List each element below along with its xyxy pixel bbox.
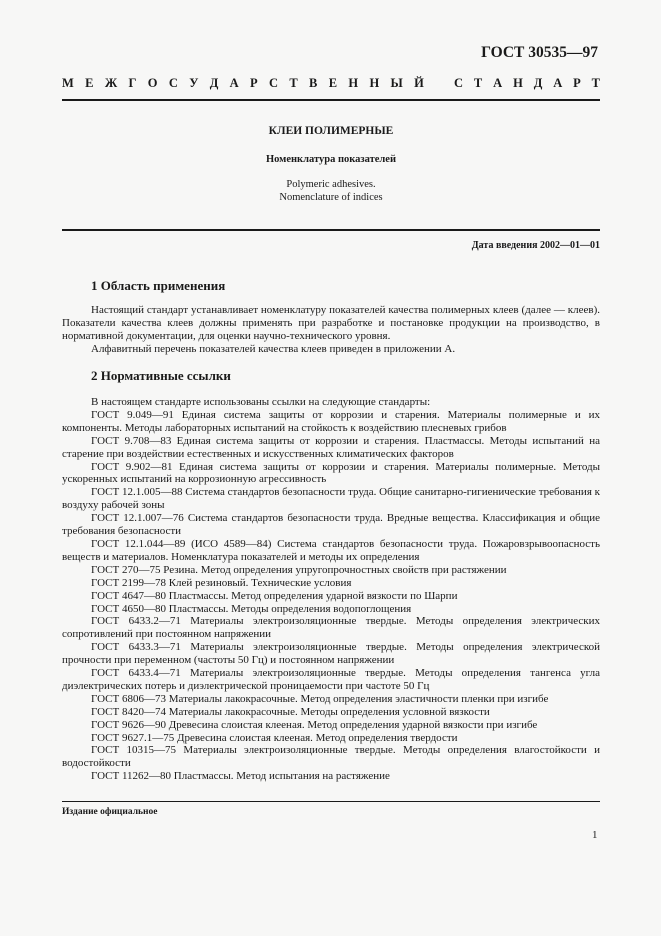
document-title: КЛЕИ ПОЛИМЕРНЫЕ: [268, 125, 394, 137]
english-title-line2: Nomenclature of indices: [279, 191, 383, 203]
header-word-interstate: [62, 76, 424, 91]
section-1-paragraph-1: Настоящий стандарт устанавливает номенклатуру показателей качества полимерных клеев (далее — клеев). Показатели качества клеев должны применять при разработке и постановке продукции на производство, в нормативной документации, для оценки научно-технического уровня.: [62, 304, 600, 342]
header-letter: Н: [369, 76, 380, 90]
header-letter: Ы: [390, 76, 403, 90]
footer-rule: [62, 801, 600, 802]
reference-item: ГОСТ 270—75 Резина. Метод определения упругопрочностных свойств при растяжении: [91, 563, 507, 576]
header-letter: Г: [128, 76, 137, 90]
header-letter: Т: [473, 76, 483, 90]
reference-item: ГОСТ 6433.2—71 Материалы электроизоляционные твердые. Методы определения электрических сопротивлений при постоянном напряжении: [62, 615, 600, 641]
header-letter: Т: [289, 76, 298, 90]
header-letter: А: [229, 76, 239, 90]
header-letter: С: [168, 76, 178, 90]
edition-note: Издание официальное: [62, 807, 158, 817]
header-letter: М: [62, 76, 74, 90]
standard-header: [62, 76, 600, 91]
header-letter: С: [454, 76, 464, 90]
page-number: 1: [592, 829, 598, 841]
references-intro: В настоящем стандарте использованы ссылки на следующие стандарты:: [91, 396, 431, 408]
reference-item: ГОСТ 9.902—81 Единая система защиты от коррозии и старения. Материалы полимерные. Методы ускоренных испытаний на коррозионную агрессивность: [62, 460, 600, 486]
header-word-standard: [454, 76, 600, 91]
header-letter: У: [189, 76, 199, 90]
reference-item: ГОСТ 9.049—91 Единая система защиты от коррозии и старения. Материалы полимерные и их компоненты. Методы лабораторных испытаний на стойкость к воздействию плесневых грибов: [62, 408, 600, 434]
header-letter: Е: [328, 76, 338, 90]
reference-item: ГОСТ 4647—80 Пластмассы. Метод определения ударной вязкости по Шарпи: [91, 589, 458, 602]
section-2-heading: 2 Нормативные ссылки: [91, 368, 231, 383]
header-letter: С: [269, 76, 279, 90]
reference-item: ГОСТ 12.1.005—88 Система стандартов безопасности труда. Общие санитарно-гигиенические требования к воздуху рабочей зоны: [62, 486, 600, 512]
header-letter: Р: [250, 76, 258, 90]
english-title: [62, 179, 600, 204]
gost-code: ГОСТ 30535—97: [481, 44, 598, 61]
reference-item: ГОСТ 9627.1—75 Древесина слоистая клееная. Метод определения твердости: [91, 731, 458, 744]
reference-item: ГОСТ 8420—74 Материалы лакокрасочные. Методы определения условной вязкости: [91, 705, 490, 718]
references-list: [62, 396, 600, 783]
header-letter: Р: [573, 76, 581, 90]
section-1-paragraph-2: Алфавитный перечень показателей качества клеев приведен в приложении А.: [91, 343, 456, 355]
reference-item: ГОСТ 10315—75 Материалы электроизоляционные твердые. Методы определения влагостойкости и водостойкости: [62, 744, 600, 770]
title-rule: [62, 229, 600, 231]
header-rule: [62, 99, 600, 101]
header-letter: Д: [533, 76, 543, 90]
reference-item: ГОСТ 6433.4—71 Материалы электроизоляционные твердые. Методы определения тангенса угла диэлектрических потерь и диэлектрической проницаемости при частоте 50 Гц: [62, 667, 600, 692]
reference-item: ГОСТ 12.1.007—76 Система стандартов безопасности труда. Вредные вещества. Классификация и общие требования безопасности: [62, 512, 600, 538]
reference-item: ГОСТ 2199—78 Клей резиновый. Технические условия: [91, 576, 352, 589]
english-title-line1: Polymeric adhesives.: [286, 179, 376, 190]
reference-item: ГОСТ 11262—80 Пластмассы. Метод испытания на растяжение: [91, 770, 390, 783]
reference-item: ГОСТ 6433.3—71 Материалы электроизоляционные твердые. Методы определения электрической прочности при переменном (частоты 50 Гц) и постоянном напряжении: [62, 641, 600, 667]
header-letter: Т: [591, 76, 600, 90]
header-letter: В: [309, 76, 318, 90]
introduction-date: Дата введения 2002—01—01: [471, 240, 600, 251]
document-subtitle: Номенклатура показателей: [265, 154, 397, 165]
header-letter: Д: [209, 76, 219, 90]
header-letter: О: [147, 76, 158, 90]
reference-item: ГОСТ 6806—73 Материалы лакокрасочные. Метод определения эластичности пленки при изгибе: [91, 692, 549, 705]
header-letter: А: [553, 76, 563, 90]
header-letter: Й: [414, 76, 424, 90]
reference-item: ГОСТ 4650—80 Пластмассы. Методы определения водопоглощения: [91, 602, 412, 615]
header-letter: Н: [348, 76, 359, 90]
reference-item: ГОСТ 9.708—83 Единая система защиты от коррозии и старения. Пластмассы. Методы испытаний на старение при воздействии естественных и искусственных климатических факторов: [62, 434, 600, 460]
header-letter: Е: [85, 76, 94, 90]
reference-item: ГОСТ 9626—90 Древесина слоистая клееная. Метод определения ударной вязкости при изгибе: [91, 718, 538, 731]
header-letter: А: [493, 76, 503, 90]
header-letter: Н: [513, 76, 523, 90]
reference-item: ГОСТ 12.1.044—89 (ИСО 4589—84) Система стандартов безопасности труда. Пожаровзрывоопасность веществ и материалов. Номенклатура показателей и методы их определения: [62, 537, 600, 563]
header-letter: Ж: [104, 76, 118, 90]
section-1-heading: 1 Область применения: [91, 278, 226, 293]
